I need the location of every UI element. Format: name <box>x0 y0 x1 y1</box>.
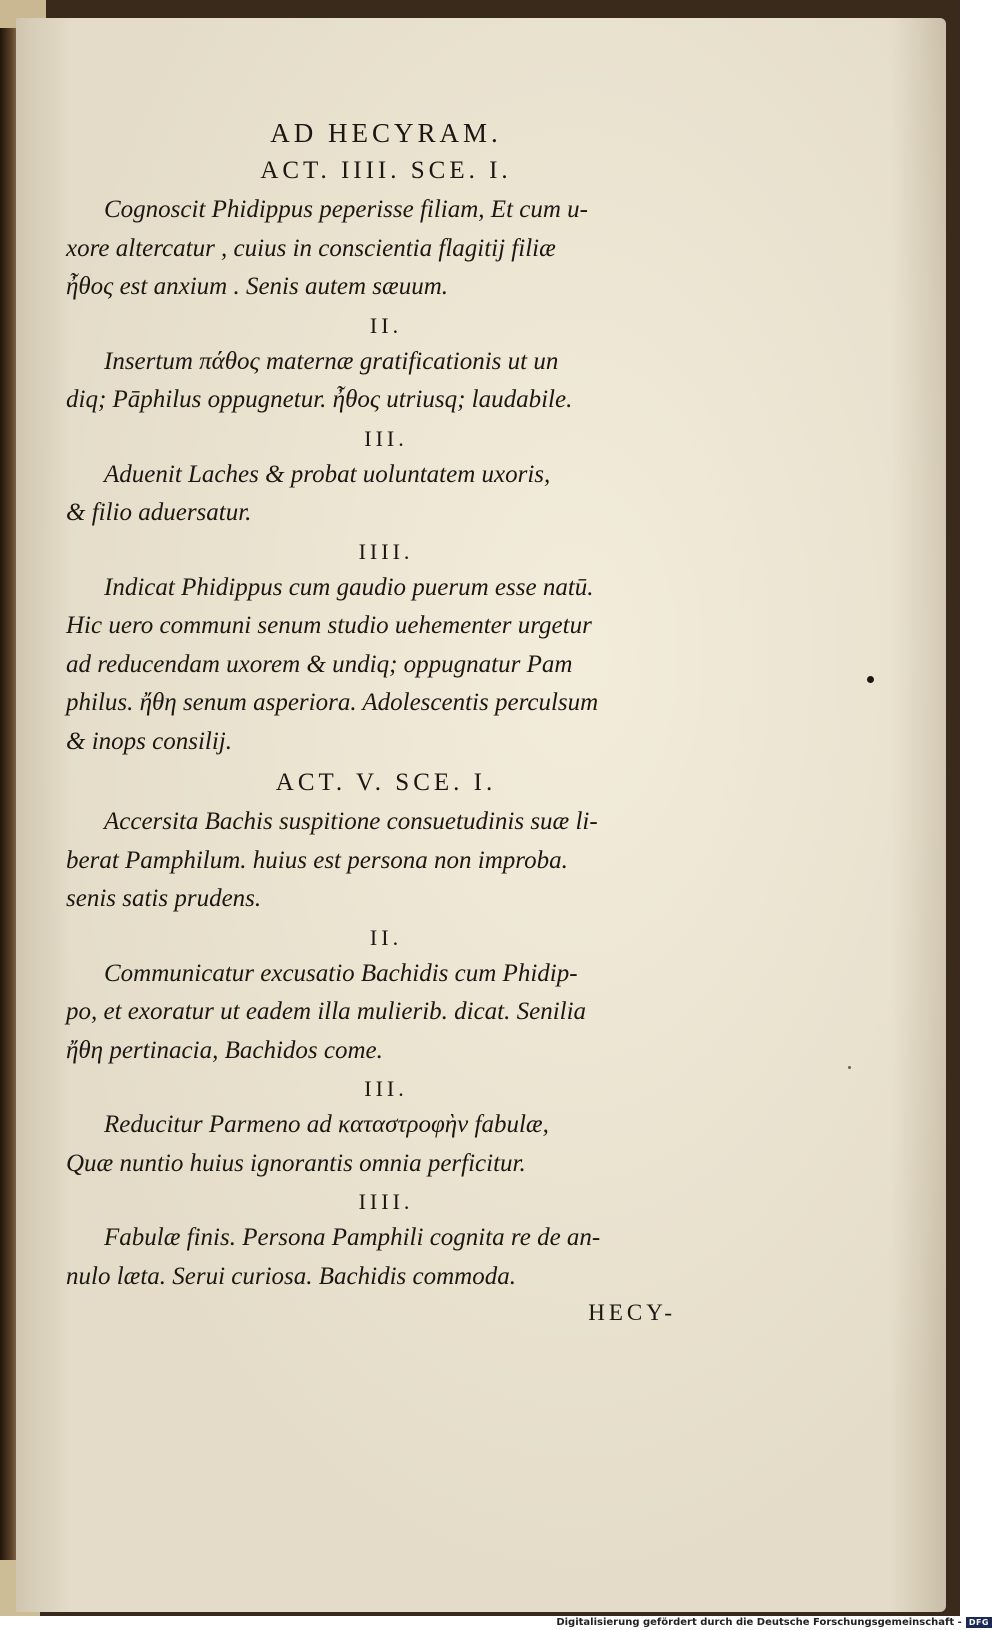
text-line: Aduenit Laches & probat uoluntatem uxoris, <box>104 460 551 488</box>
book-page <box>16 18 946 1612</box>
section-heading: III. <box>364 1076 408 1101</box>
text-line: nulo læta. Serui curiosa. Bachidis commoda. <box>66 1262 516 1290</box>
section-heading: ACT. V. SCE. I. <box>275 769 497 796</box>
text-line: Communicatur excusatio Bachidis cum Phidip- <box>104 959 578 987</box>
credit-text: Digitalisierung gefördert durch die Deutsche Forschungsgemeinschaft - <box>556 1617 962 1628</box>
text-line: senis satis prudens. <box>66 885 262 912</box>
section-paragraph <box>66 456 706 533</box>
text-line: berat Pamphilum. huius est persona non improba. <box>66 846 568 874</box>
text-line: ἦθος est anxium . Senis autem sæuum. <box>66 273 449 300</box>
section-act5-sc1 <box>66 769 706 919</box>
text-line: Indicat Phidippus cum gaudio puerum esse natū. <box>104 573 594 601</box>
ink-spot <box>867 676 874 683</box>
section-heading: III. <box>364 425 408 451</box>
section-act4-sc4 <box>66 539 706 762</box>
text-line: diq; Pāphilus oppugnetur. ἦθος utriusq; laudabile. <box>66 386 573 413</box>
text-line: Reducitur Parmeno ad καταστροφὴν fabulæ, <box>104 1111 549 1138</box>
section-paragraph <box>66 1219 706 1296</box>
text-line: Fabulæ finis. Persona Pamphili cognita re de an- <box>104 1224 601 1251</box>
section-heading: II. <box>369 924 403 950</box>
section-act5-sc3 <box>66 1076 706 1183</box>
digitization-credit <box>556 1617 992 1628</box>
section-heading: II. <box>369 312 403 338</box>
text-line: & filio aduersatur. <box>66 499 252 526</box>
section-heading: IIII. <box>358 538 414 564</box>
page-text-block <box>66 118 706 1326</box>
section-paragraph <box>66 191 706 307</box>
text-line: xore altercatur , cuius in conscientia flagitij filiæ <box>66 234 556 262</box>
section-heading: ACT. IIII. SCE. I. <box>260 157 512 184</box>
text-line: & inops consilij. <box>66 727 232 755</box>
text-line: Cognoscit Phidippus peperisse filiam, Et cum u- <box>104 196 588 223</box>
section-act5-sc4 <box>66 1189 706 1296</box>
section-act4-sc2 <box>66 313 706 420</box>
text-line: philus. ἤθη senum asperiora. Adolescentis perculsum <box>66 689 599 716</box>
text-line: Quæ nuntio huius ignorantis omnia perficitur. <box>66 1149 526 1177</box>
section-paragraph <box>66 343 706 420</box>
text-line: po, et exoratur ut eadem illa mulierib. dicat. Senilia <box>66 998 587 1025</box>
section-heading: IIII. <box>358 1189 414 1214</box>
catchword: HECY- <box>588 1300 676 1325</box>
section-paragraph <box>66 803 706 919</box>
section-act5-sc2 <box>66 925 706 1071</box>
running-head: AD HECYRAM. <box>270 118 502 148</box>
section-act4-sc3 <box>66 426 706 533</box>
text-line: Hic uero communi senum studio uehementer urgetur <box>66 612 592 639</box>
section-paragraph <box>66 955 706 1071</box>
section-paragraph <box>66 1106 706 1183</box>
text-line: ἤθη pertinacia, Bachidos come. <box>66 1036 383 1064</box>
text-line: Insertum πάθος maternæ gratificationis ut un <box>104 347 559 375</box>
ink-spot <box>848 1066 851 1069</box>
dfg-logo: DFG <box>966 1617 992 1628</box>
section-paragraph <box>66 569 706 762</box>
text-line: ad reducendam uxorem & undiq; oppugnatur Pam <box>66 650 573 678</box>
section-act4-sc1 <box>66 157 706 307</box>
text-line: Accersita Bachis suspitione consuetudinis suæ li- <box>104 808 598 835</box>
